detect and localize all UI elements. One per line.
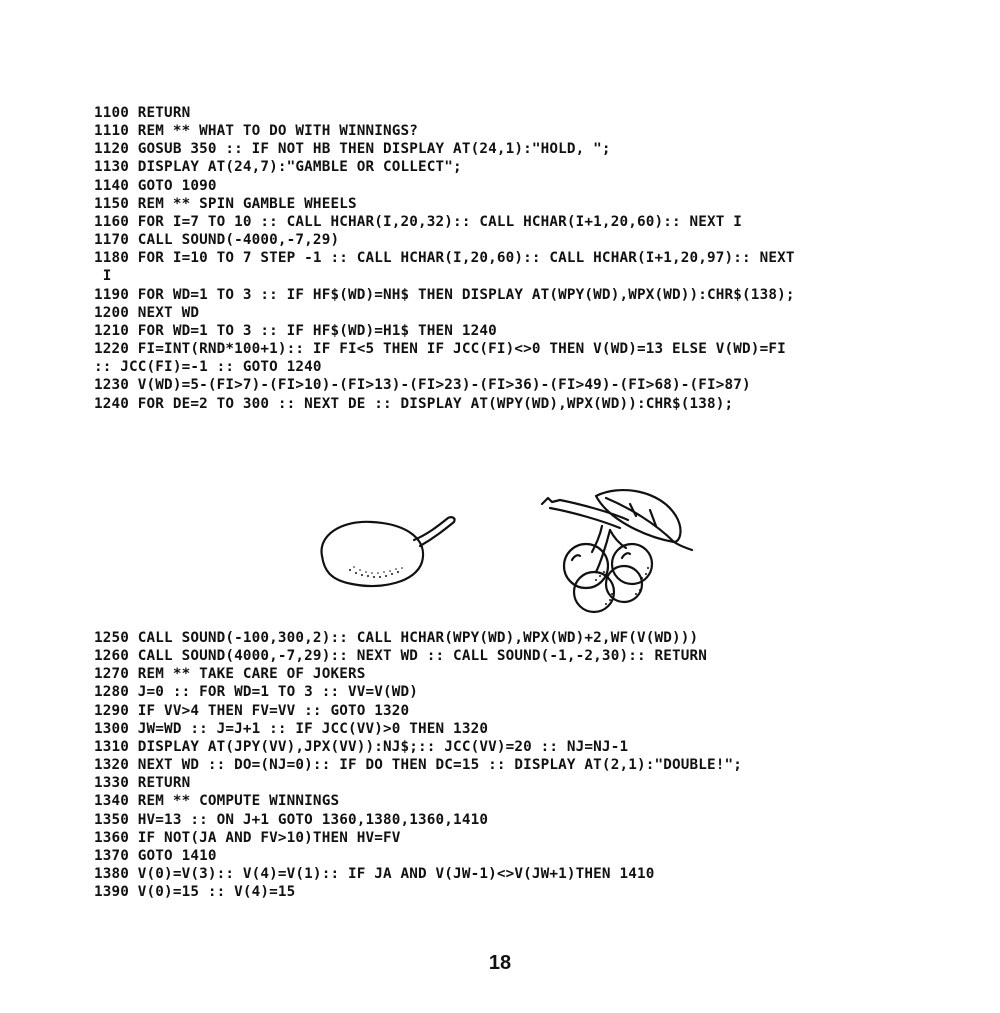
code-line: 1150 REM ** SPIN GAMBLE WHEELS <box>94 195 357 212</box>
cherries-icon <box>542 490 692 612</box>
code-line: 1230 V(WD)=5-(FI>7)-(FI>10)-(FI>13)-(FI>23)-(FI>36)-(FI>49)-(FI>68)-(FI>87) <box>94 377 751 394</box>
code-line: 1100 RETURN <box>94 105 191 121</box>
code-line: 1270 REM ** TAKE CARE OF JOKERS <box>94 666 366 683</box>
code-line: 1350 HV=13 :: ON J+1 GOTO 1360,1380,1360,1410 <box>94 811 489 828</box>
code-line: :: JCC(FI)=-1 :: GOTO 1240 <box>94 359 322 376</box>
code-line: 1180 FOR I=10 TO 7 STEP -1 :: CALL HCHAR(I,20,60):: CALL HCHAR(I+1,20,97):: NEXT <box>94 250 795 267</box>
code-line: 1370 GOTO 1410 <box>94 847 217 864</box>
plum-icon <box>322 517 455 586</box>
code-line: 1310 DISPLAY AT(JPY(VV),JPX(VV)):NJ$;:: JCC(VV)=20 :: NJ=NJ-1 <box>94 738 629 755</box>
page-number: 18 <box>488 952 512 974</box>
code-line: 1250 CALL SOUND(-100,300,2):: CALL HCHAR(WPY(WD),WPX(WD)+2,WF(V(WD))) <box>94 630 699 646</box>
code-line: 1240 FOR DE=2 TO 300 :: NEXT DE :: DISPLAY AT(WPY(WD),WPX(WD)):CHR$(138); <box>94 395 734 412</box>
code-line: 1170 CALL SOUND(-4000,-7,29) <box>94 232 340 249</box>
code-line: 1300 JW=WD :: J=J+1 :: IF JCC(VV)>0 THEN 1320 <box>94 720 489 737</box>
code-line: 1120 GOSUB 350 :: IF NOT HB THEN DISPLAY AT(24,1):"HOLD, "; <box>94 141 611 158</box>
code-line: 1110 REM ** WHAT TO DO WITH WINNINGS? <box>94 123 419 140</box>
code-line: 1200 NEXT WD <box>94 304 200 321</box>
code-line: 1140 GOTO 1090 <box>94 177 217 194</box>
code-line: 1330 RETURN <box>94 775 191 792</box>
code-line: 1320 NEXT WD :: DO=(NJ=0):: IF DO THEN DC=15 :: DISPLAY AT(2,1):"DOUBLE!"; <box>94 757 743 774</box>
code-line: 1220 FI=INT(RND*100+1):: IF FI<5 THEN IF JCC(FI)<>0 THEN V(WD)=13 ELSE V(WD)=FI <box>94 341 786 358</box>
code-line: 1260 CALL SOUND(4000,-7,29):: NEXT WD :: CALL SOUND(-1,-2,30):: RETURN <box>94 648 708 665</box>
code-line: 1280 J=0 :: FOR WD=1 TO 3 :: VV=V(WD) <box>94 684 419 701</box>
code-line: 1160 FOR I=7 TO 10 :: CALL HCHAR(I,20,32):: CALL HCHAR(I+1,20,60):: NEXT I <box>94 213 743 230</box>
code-line: 1190 FOR WD=1 TO 3 :: IF HF$(WD)=NH$ THEN DISPLAY AT(WPY(WD),WPX(WD)):CHR$(138); <box>94 286 795 303</box>
code-listing-bottom <box>94 629 742 901</box>
code-line: I <box>94 268 112 285</box>
code-line: 1340 REM ** COMPUTE WINNINGS <box>94 793 340 810</box>
code-line: 1390 V(0)=15 :: V(4)=15 <box>94 884 296 901</box>
code-line: 1380 V(0)=V(3):: V(4)=V(1):: IF JA AND V(JW-1)<>V(JW+1)THEN 1410 <box>94 866 655 883</box>
code-line: 1210 FOR WD=1 TO 3 :: IF HF$(WD)=H1$ THEN 1240 <box>94 322 497 339</box>
fruit-illustration <box>310 486 710 616</box>
code-line: 1290 IF VV>4 THEN FV=VV :: GOTO 1320 <box>94 702 410 719</box>
code-line: 1130 DISPLAY AT(24,7):"GAMBLE OR COLLECT"; <box>94 159 462 176</box>
code-line: 1360 IF NOT(JA AND FV>10)THEN HV=FV <box>94 829 401 846</box>
code-listing-top <box>94 104 795 413</box>
